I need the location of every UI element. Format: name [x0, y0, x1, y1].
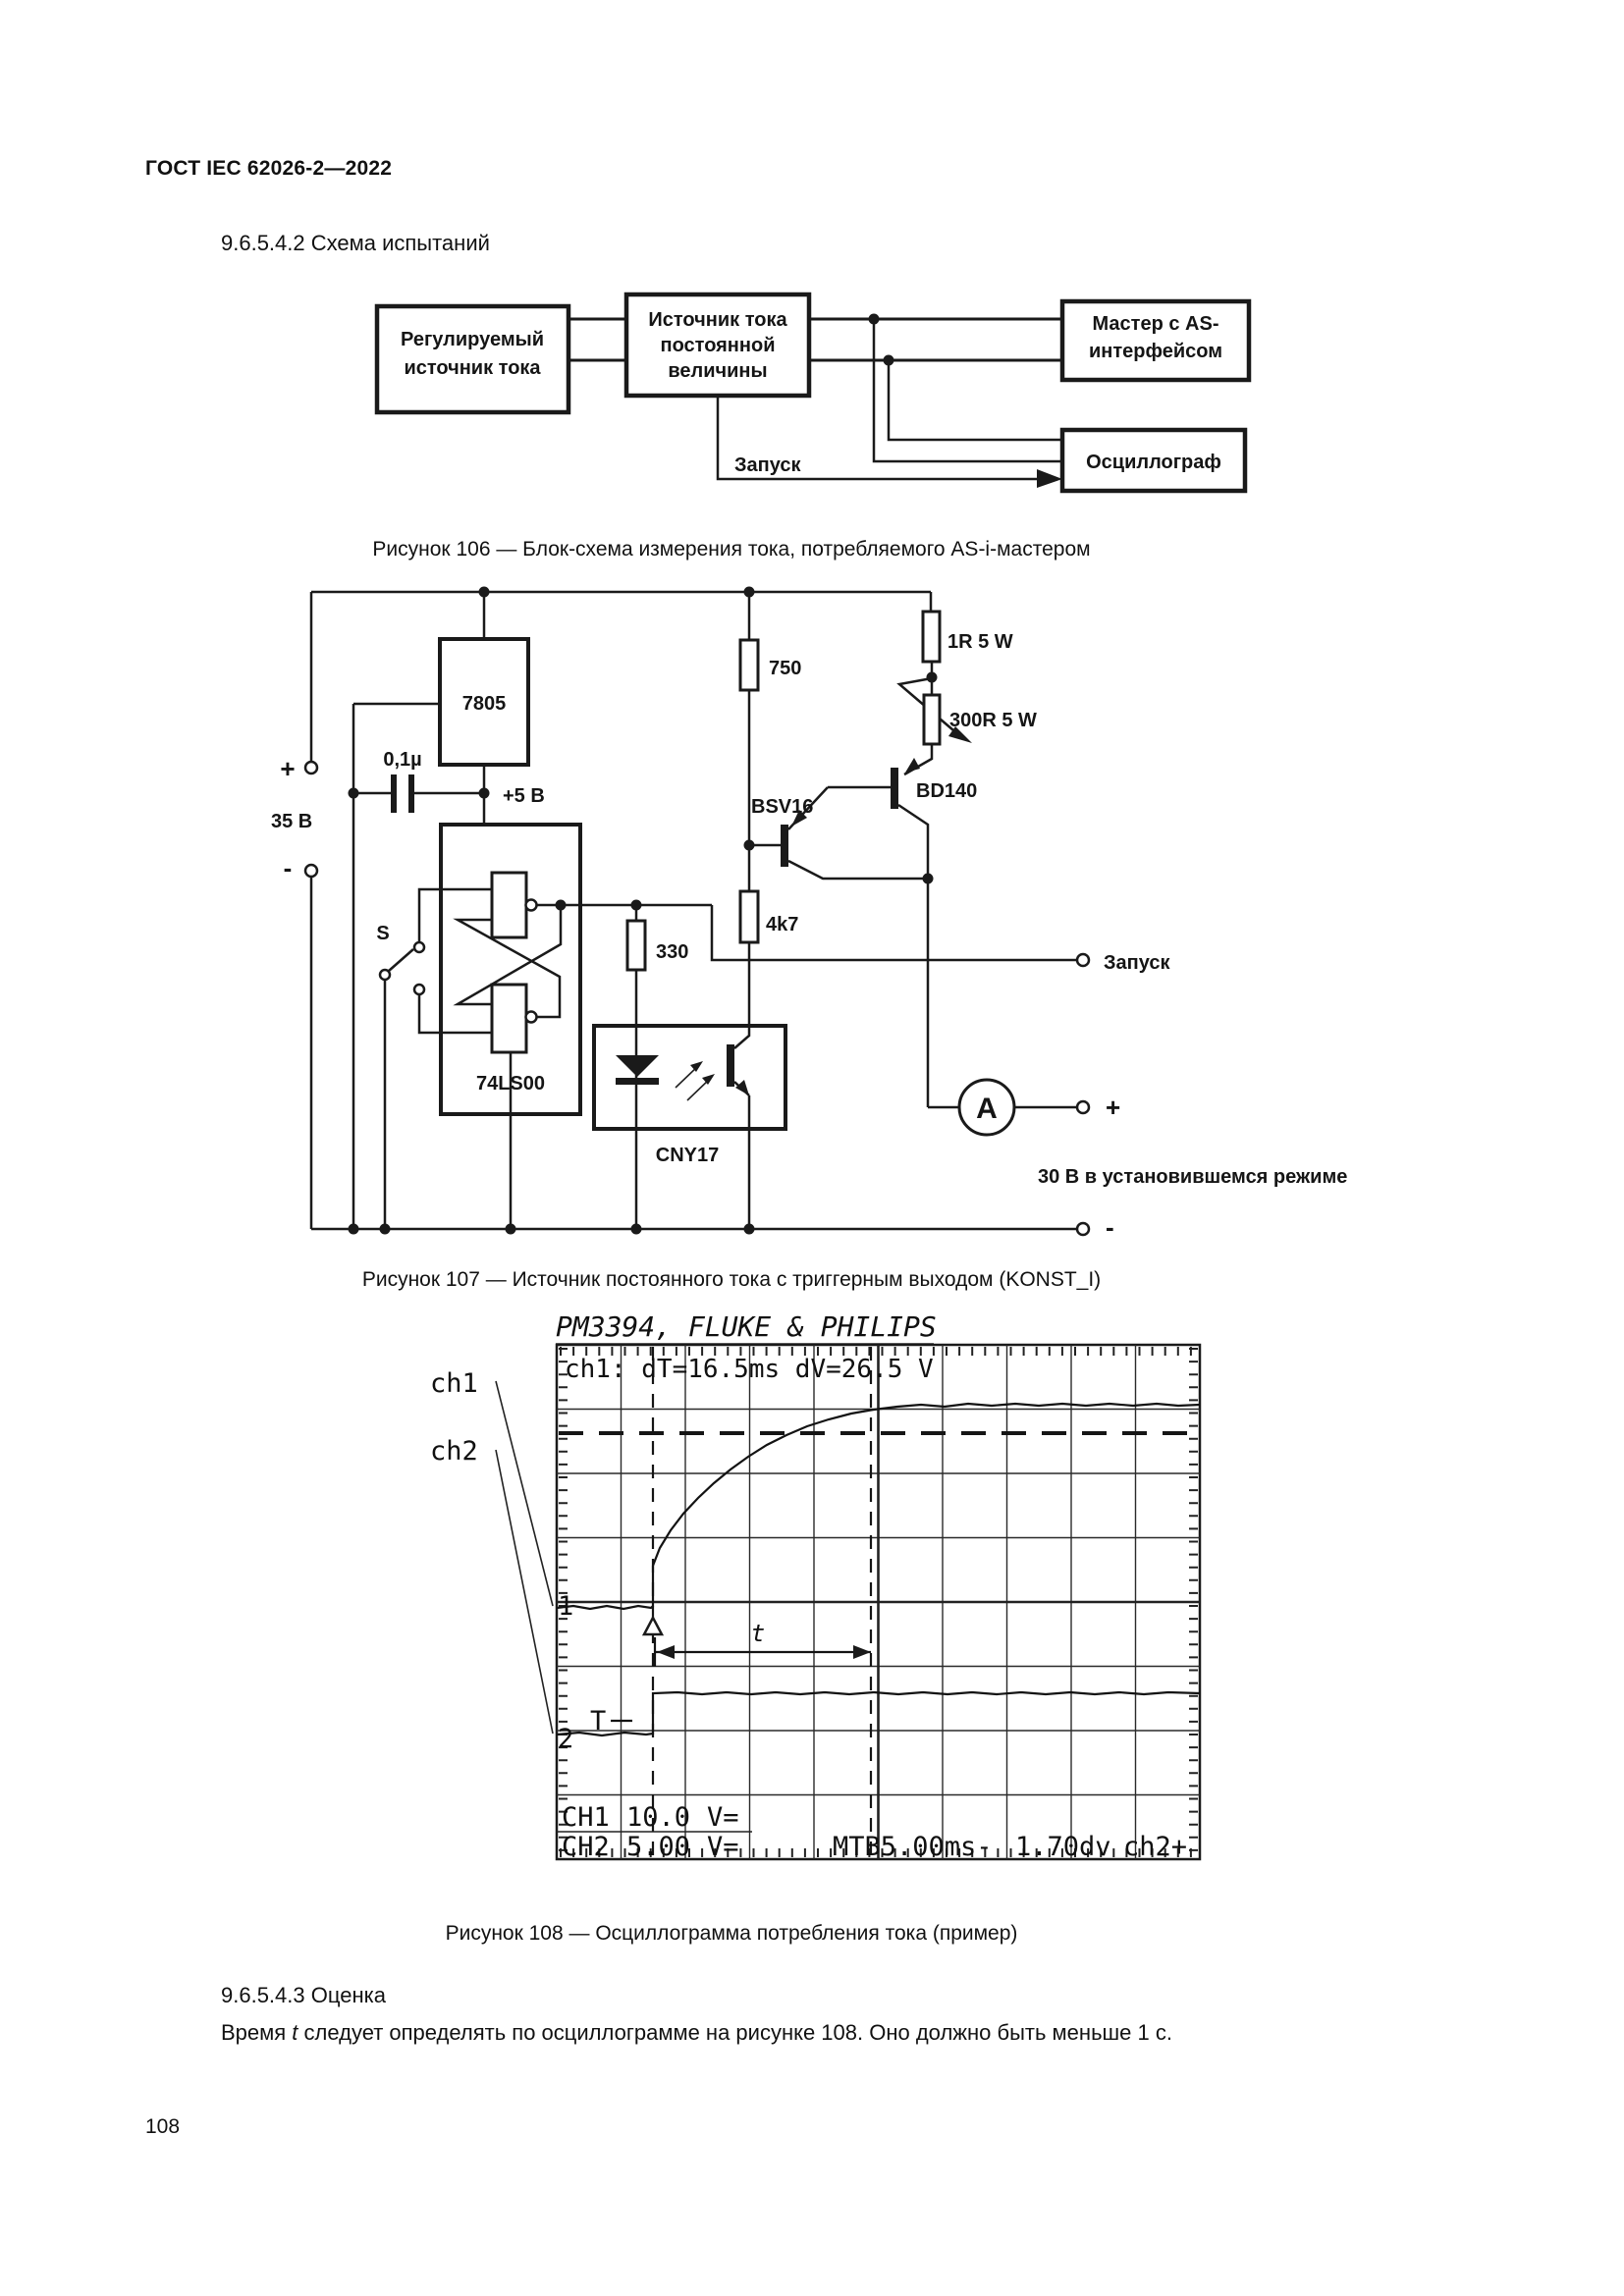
ch2-row-name: CH2 — [562, 1832, 610, 1862]
ch1-row-coupling: V= — [707, 1802, 739, 1833]
switch-contact-top — [414, 942, 424, 952]
junction-dot — [380, 1224, 391, 1235]
box-regulated-line2: источник тока — [404, 357, 541, 379]
resistor-1r — [923, 612, 940, 662]
input-minus-sign: - — [283, 853, 293, 882]
plus5v-label: +5 В — [503, 785, 545, 807]
capacitor-plate — [391, 774, 397, 813]
junction-dot — [556, 900, 567, 911]
opto-light-arrowhead — [690, 1061, 703, 1072]
resistor-330-label: 330 — [656, 941, 689, 963]
box-constant-line3: величины — [668, 360, 768, 382]
nand-gate-bottom — [492, 985, 526, 1052]
page-number: 108 — [145, 2115, 181, 2138]
switch-contact-bottom — [414, 985, 424, 994]
bsv16-base-bar — [781, 825, 788, 867]
box-oscilloscope-label: Осциллограф — [1086, 452, 1221, 473]
ch1-external-label: ch1 — [430, 1368, 478, 1399]
input-plus-terminal — [305, 762, 317, 774]
optotransistor-emitter-arrowhead — [735, 1080, 749, 1095]
capacitor-plate — [408, 774, 414, 813]
junction-dot — [869, 314, 880, 325]
output-plus-sign: + — [1106, 1093, 1121, 1122]
junction-dot — [631, 900, 642, 911]
delay-readout: 1.70dv — [1015, 1832, 1111, 1862]
marker-ch1-1: 1 — [558, 1591, 574, 1622]
trigger-label: Запуск — [734, 454, 801, 476]
junction-dot — [506, 1224, 516, 1235]
junction-dot — [927, 672, 938, 683]
evaluation-text-post: следует определять по осциллограмме на рисунке 108. Оно должно быть меньше 1 с. — [298, 2020, 1172, 2045]
junction-dot — [884, 355, 894, 366]
switch-pivot — [380, 970, 390, 980]
junction-dot — [744, 1224, 755, 1235]
figure-108-oscillogram — [422, 1306, 1252, 1914]
trigger-source-readout: ch2+ — [1123, 1832, 1188, 1862]
ch1-row-scale: 10.0 — [626, 1802, 691, 1833]
junction-dot — [479, 788, 490, 799]
optotransistor-bar — [727, 1044, 734, 1087]
junction-dot — [923, 874, 934, 884]
box-regulated-line1: Регулируемый — [401, 329, 544, 350]
trigger-point-marker — [644, 1618, 662, 1634]
section-title-9-6-5-4-3: 9.6.5.4.3 Оценка — [221, 1983, 386, 2007]
resistor-330 — [627, 921, 645, 970]
figure-107-caption: Рисунок 107 — Источник постоянного тока с триггерным выходом (KONST_I) — [361, 1268, 1102, 1291]
junction-dot — [479, 587, 490, 598]
figure-106-block-diagram — [295, 275, 1276, 510]
evaluation-text-t: t — [292, 2020, 298, 2045]
section-title-9-6-5-4-2: 9.6.5.4.2 Схема испытаний — [221, 231, 490, 255]
opto-light-arrowhead — [702, 1074, 715, 1085]
input-plus-sign: + — [280, 754, 296, 783]
evaluation-paragraph — [221, 2020, 1497, 2046]
t-arrowhead-right — [853, 1645, 871, 1659]
opto-light-arrows — [676, 1065, 711, 1100]
trigger-out-terminal — [1077, 954, 1089, 966]
bd140-base-bar — [891, 768, 898, 809]
output-minus-sign: - — [1106, 1212, 1114, 1242]
ch2-row-scale: 5.00 — [626, 1832, 691, 1862]
scope-feed-wire-2 — [889, 360, 1062, 440]
junction-dot — [349, 788, 359, 799]
bsv16-label: BSV16 — [751, 796, 814, 818]
t-interval-label: t — [750, 1620, 766, 1647]
resistor-1r-label: 1R 5 W — [947, 631, 1013, 653]
junction-dot — [631, 1224, 642, 1235]
t-arrowhead-left — [657, 1645, 675, 1659]
junction-dot — [349, 1224, 359, 1235]
input-minus-terminal — [305, 865, 317, 877]
trigger-out-label: Запуск — [1104, 952, 1170, 974]
ic-74ls00-label: 74LS00 — [475, 1073, 546, 1095]
bd140-label: BD140 — [916, 780, 978, 802]
junction-dot — [744, 840, 755, 851]
ammeter-letter: A — [976, 1093, 998, 1125]
capacitor-label: 0,1µ — [383, 749, 422, 771]
box-constant-line1: Источник тока — [648, 309, 787, 331]
steady-state-label: 30 В в установившемся режиме — [1038, 1166, 1348, 1188]
switch-label: S — [376, 923, 390, 944]
junction-dot — [744, 587, 755, 598]
figure-108-caption: Рисунок 108 — Осциллограмма потребления тока (пример) — [445, 1922, 1018, 1945]
rheostat-300r — [924, 695, 940, 744]
marker-ch2-2: 2 — [558, 1724, 574, 1754]
box-master-line1: Мастер с AS- — [1092, 313, 1219, 335]
optocoupler-cny17-box — [594, 1026, 785, 1129]
document-header: ГОСТ IEC 62026-2—2022 — [145, 157, 393, 180]
ch2-external-label: ch2 — [430, 1436, 478, 1467]
optocoupler-label: CNY17 — [655, 1145, 720, 1166]
ch2-row-coupling: V= — [707, 1832, 739, 1862]
resistor-750-label: 750 — [769, 658, 802, 679]
scope-title: PM3394, FLUKE & PHILIPS — [556, 1310, 937, 1343]
timebase-readout: MTB5.00ms- — [833, 1832, 993, 1862]
bd140-emitter-arrowhead — [905, 758, 920, 773]
box-constant-line2: постоянной — [660, 335, 776, 356]
figure-106-caption: Рисунок 106 — Блок-схема измерения тока, потребляемого AS-i-мастером — [372, 538, 1091, 561]
trigger-arrowhead — [1037, 469, 1062, 488]
resistor-750 — [740, 640, 758, 690]
nand-top-output-bubble — [526, 900, 537, 911]
schematic-wires — [311, 592, 1076, 1229]
vreg-7805-label: 7805 — [461, 693, 507, 715]
rheostat-300r-label: 300R 5 W — [949, 710, 1037, 731]
nand-bottom-output-bubble — [526, 1012, 537, 1023]
scope-readout: ch1: dT=16.5ms dV=26.5 V — [565, 1355, 934, 1384]
ch1-row-name: CH1 — [562, 1802, 610, 1833]
resistor-4k7-label: 4k7 — [766, 914, 799, 935]
nand-gate-top — [492, 873, 526, 937]
switch-lever — [389, 949, 413, 971]
bus-wires — [568, 319, 1062, 360]
output-plus-terminal — [1077, 1101, 1089, 1113]
led-cathode-bar — [616, 1078, 659, 1085]
box-master-line2: интерфейсом — [1088, 341, 1223, 362]
trigger-level-marker: T — [590, 1706, 607, 1736]
output-minus-terminal — [1077, 1223, 1089, 1235]
input-voltage-label: 35 В — [271, 811, 313, 832]
figure-107-schematic — [263, 564, 1412, 1252]
evaluation-text-pre: Время — [221, 2020, 293, 2045]
resistor-4k7 — [740, 891, 758, 942]
